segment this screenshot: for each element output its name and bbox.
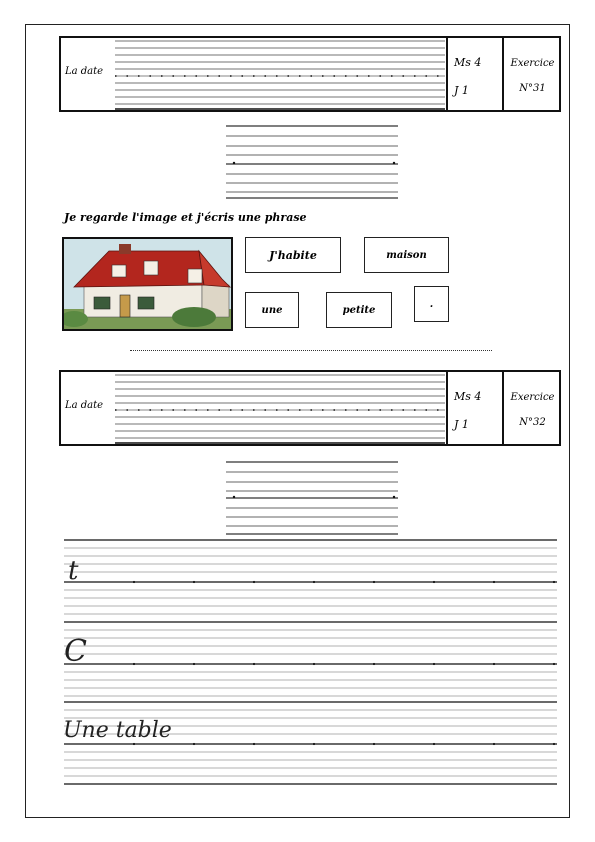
house-picture	[62, 237, 233, 331]
date-label: La date	[65, 400, 104, 411]
exercise-cell	[502, 38, 561, 110]
ms-cell	[446, 372, 504, 444]
baseline-dot	[313, 663, 315, 665]
model-letter-c: C	[64, 634, 87, 669]
baseline-dot	[553, 663, 555, 665]
baseline-dot	[193, 743, 195, 745]
j-label: J 1	[454, 418, 469, 431]
baseline-dot	[433, 581, 435, 583]
word-tile-period[interactable]: .	[414, 286, 449, 322]
baseline-dot	[253, 581, 255, 583]
instruction-text: Je regarde l'image et j'écris une phrase	[64, 211, 307, 224]
model-words-une-table: Une table	[63, 718, 172, 743]
baseline-dot	[193, 663, 195, 665]
baseline-dot	[373, 743, 375, 745]
ms-label: Ms 4	[454, 56, 482, 69]
ms-label: Ms 4	[454, 390, 482, 403]
baseline-dot	[313, 743, 315, 745]
date-label: La date	[65, 66, 104, 77]
baseline-dot	[133, 743, 135, 745]
baseline-dot	[253, 743, 255, 745]
baseline-dot	[553, 581, 555, 583]
title-writing-lines[interactable]	[226, 122, 398, 200]
baseline-dot	[373, 581, 375, 583]
date-writing-lines[interactable]	[115, 372, 445, 444]
baseline-dot	[493, 581, 495, 583]
word-tile-maison[interactable]: maison	[364, 237, 449, 273]
word-tile-petite[interactable]: petite	[326, 292, 392, 328]
word-tile-une[interactable]: une	[245, 292, 299, 328]
baseline-dot	[133, 581, 135, 583]
j-label: J 1	[454, 84, 469, 97]
baseline-dot	[253, 663, 255, 665]
date-writing-lines[interactable]	[115, 38, 445, 110]
baseline-dot	[133, 663, 135, 665]
exercise-cell	[502, 372, 561, 444]
baseline-dot	[373, 663, 375, 665]
exercise-label: Exercice	[510, 58, 555, 69]
baseline-dot	[193, 581, 195, 583]
model-letter-t: t	[68, 556, 79, 586]
exercise-number: N°32	[519, 417, 546, 428]
baseline-dot	[493, 663, 495, 665]
header-exercise-31	[59, 36, 561, 112]
header-exercise-32	[59, 370, 561, 446]
dotted-separator	[130, 350, 492, 351]
ms-cell	[446, 38, 504, 110]
baseline-dot	[433, 743, 435, 745]
baseline-dot	[433, 663, 435, 665]
baseline-dot	[313, 581, 315, 583]
title-writing-lines-2[interactable]	[226, 458, 398, 536]
baseline-dot	[553, 743, 555, 745]
baseline-dot	[493, 743, 495, 745]
copy-writing-area[interactable]	[64, 538, 557, 788]
word-tile-jhabite[interactable]: J'habite	[245, 237, 341, 273]
exercise-label: Exercice	[510, 392, 555, 403]
exercise-number: N°31	[519, 83, 546, 94]
